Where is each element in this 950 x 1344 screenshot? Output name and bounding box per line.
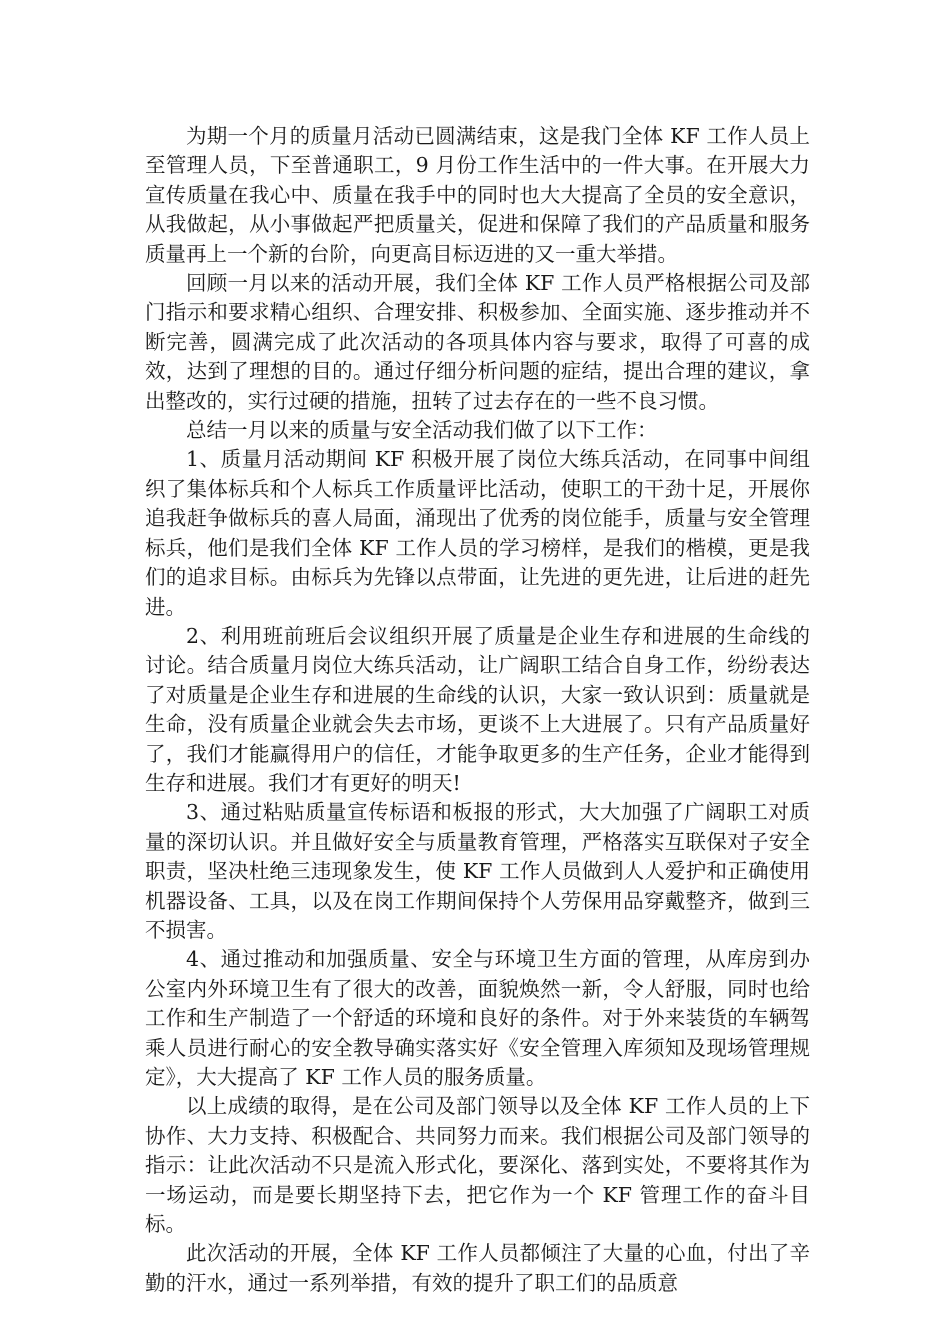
paragraph-review: 回顾一月以来的活动开展，我们全体 KF 工作人员严格根据公司及部门指示和要求精心组织、合理安排、积极参加、全面实施、逐步推动并不断完善，圆满完成了此次活动的各项具体内容与要求，取得了可喜的成效，达到了理想的目的。通过仔细分析问题的症结，提出合理的建议，拿出整改的，实行过硬的措施，扭转了过去存在的一些不良习惯。 (145, 271, 810, 413)
paragraph-item-4: 4、通过推动和加强质量、安全与环境卫生方面的管理，从库房到办公室内外环境卫生有了很大的改善，面貌焕然一新，令人舒服，同时也给工作和生产制造了一个舒适的环境和良好的条件。对于外来装货的车辆驾乘人员进行耐心的安全教导确实落实好《安全管理入库须知及现场管理规定》，大大提高了 KF 工作人员的服务质量。 (145, 947, 810, 1089)
paragraph-closing: 此次活动的开展，全体 KF 工作人员都倾注了大量的心血，付出了辛勤的汗水，通过一系列举措，有效的提升了职工们的品质意 (145, 1241, 810, 1295)
paragraph-achievements: 以上成绩的取得，是在公司及部门领导以及全体 KF 工作人员的上下协作、大力支持、积极配合、共同努力而来。我们根据公司及部门领导的指示：让此次活动不只是流入形式化，要深化、落到实处，不要将其作为一场运动，而是要长期坚持下去，把它作为一个 KF 管理工作的奋斗目标。 (145, 1094, 810, 1237)
paragraph-intro: 为期一个月的质量月活动已圆满结束，这是我门全体 KF 工作人员上至管理人员，下至普通职工，9 月份工作生活中的一件大事。在开展大力宣传质量在我心中、质量在我手中的同时也大大提高了全员的安全意识，从我做起，从小事做起严把质量关，促进和保障了我们的产品质量和服务质量再上一个新的台阶，向更高目标迈进的又一重大举措。 (145, 124, 810, 266)
paragraph-item-2: 2、利用班前班后会议组织开展了质量是企业生存和进展的生命线的讨论。结合质量月岗位大练兵活动，让广阔职工结合自身工作，纷纷表达了对质量是企业生存和进展的生命线的认识，大家一致认识到：质量就是生命，没有质量企业就会失去市场，更谈不上大进展了。只有产品质量好了，我们才能赢得用户的信任，才能争取更多的生产任务，企业才能得到生存和进展。我们才有更好的明天! (145, 623, 810, 795)
paragraph-item-3: 3、通过粘贴质量宣传标语和板报的形式，大大加强了广阔职工对质量的深切认识。并且做好安全与质量教育管理，严格落实互联保对子安全职责，坚决杜绝三违现象发生，使 KF 工作人员做到人人爱护和正确使用机器设备、工具，以及在岗工作期间保持个人劳保用品穿戴整齐，做到三不损害。 (145, 800, 810, 942)
paragraph-item-1: 1、质量月活动期间 KF 积极开展了岗位大练兵活动，在同事中间组织了集体标兵和个人标兵工作质量评比活动，使职工的干劲十足，开展你追我赶争做标兵的喜人局面，涌现出了优秀的岗位能手，质量与安全管理标兵，他们是我们全体 KF 工作人员的学习榜样，是我们的楷模，更是我们的追求目标。由标兵为先锋以点带面，让先进的更先进，让后进的赶先进。 (145, 447, 810, 619)
document-body (145, 122, 810, 1298)
paragraph-summary-lead: 总结一月以来的质量与安全活动我们做了以下工作： (186, 418, 658, 443)
